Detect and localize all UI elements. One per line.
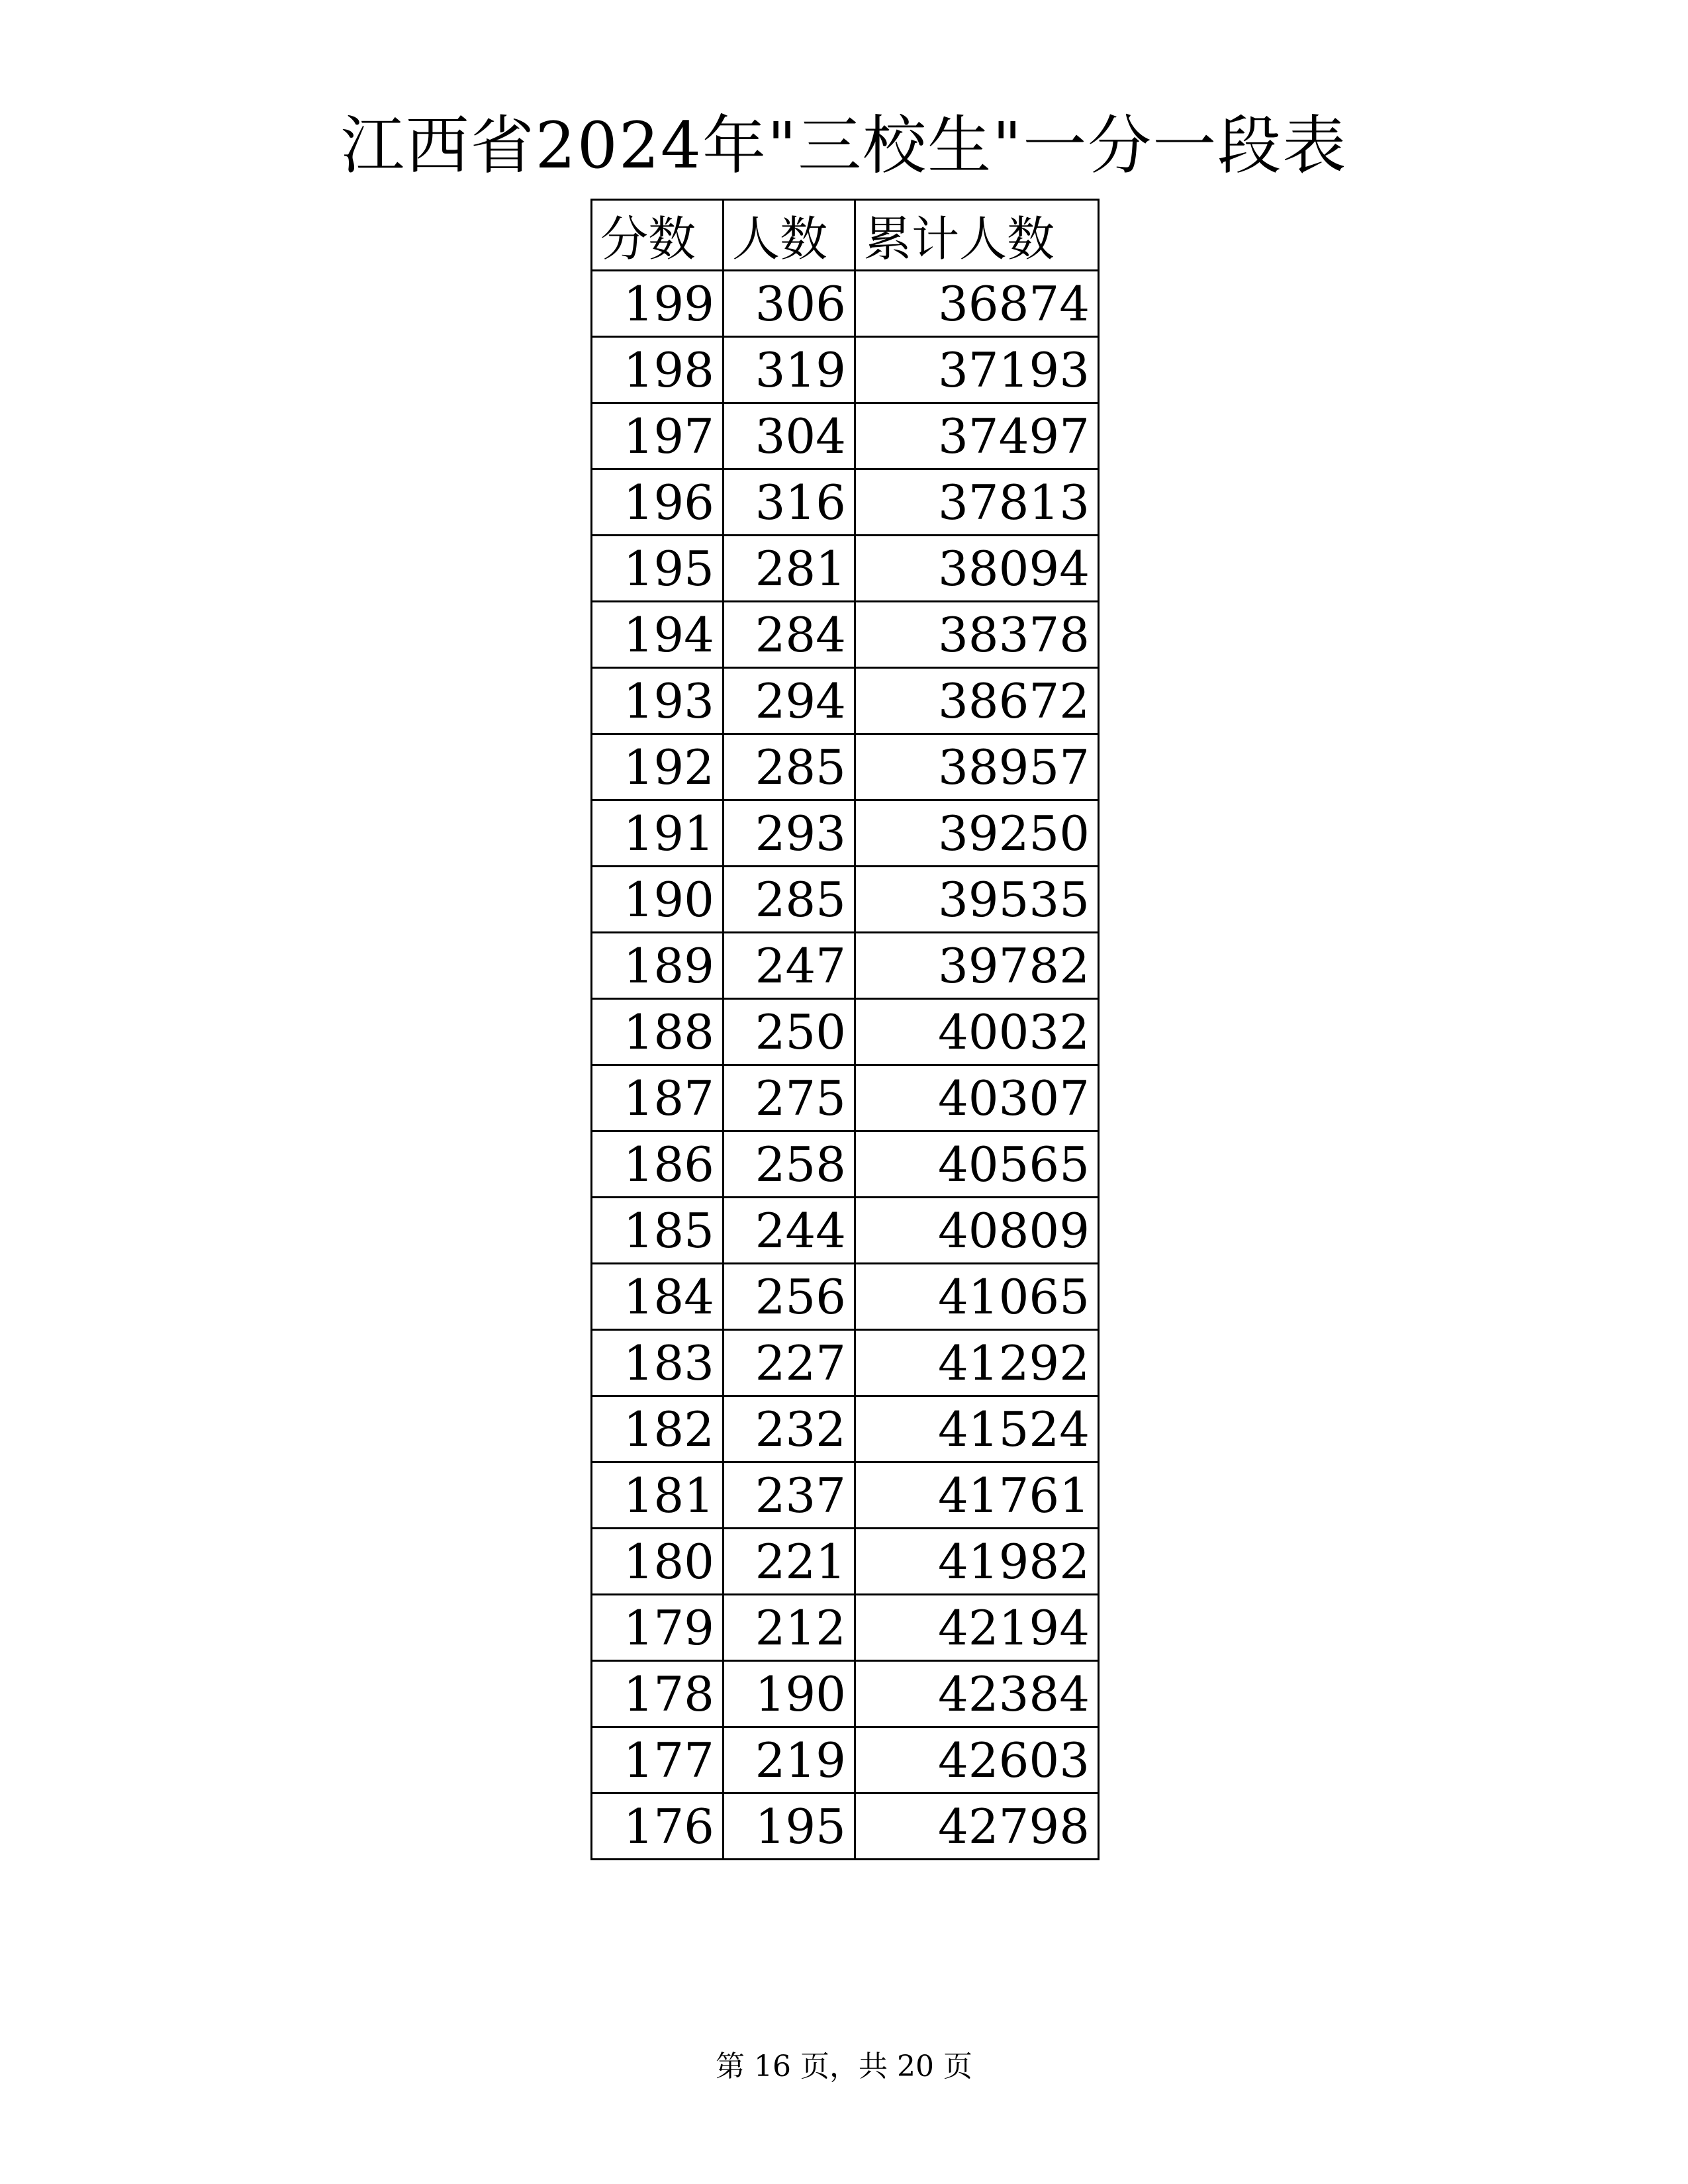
cell-score: 191 [592, 800, 724, 867]
cell-score: 179 [592, 1595, 724, 1661]
header-count: 人数 [724, 200, 855, 271]
cell-score: 176 [592, 1793, 724, 1860]
cell-cumulative: 40307 [855, 1065, 1099, 1131]
cell-count: 319 [724, 337, 855, 403]
cell-cumulative: 38378 [855, 602, 1099, 668]
cell-cumulative: 42603 [855, 1727, 1099, 1793]
cell-count: 284 [724, 602, 855, 668]
page-number: 第 16 页，共 20 页 [716, 2050, 972, 2083]
cell-score: 180 [592, 1529, 724, 1595]
cell-count: 316 [724, 469, 855, 536]
cell-cumulative: 40809 [855, 1198, 1099, 1264]
header-score: 分数 [592, 200, 724, 271]
table-row [592, 271, 1099, 337]
cell-cumulative: 39535 [855, 867, 1099, 933]
cell-cumulative: 39782 [855, 933, 1099, 999]
table-row [592, 1529, 1099, 1595]
table-row [592, 999, 1099, 1065]
table-row [592, 867, 1099, 933]
table-row [592, 536, 1099, 602]
cell-count: 212 [724, 1595, 855, 1661]
cell-count: 281 [724, 536, 855, 602]
table-row [592, 668, 1099, 734]
table-row [592, 1661, 1099, 1727]
cell-score: 184 [592, 1264, 724, 1330]
cell-count: 250 [724, 999, 855, 1065]
table-row [592, 1065, 1099, 1131]
cell-count: 221 [724, 1529, 855, 1595]
cell-count: 294 [724, 668, 855, 734]
cell-cumulative: 38094 [855, 536, 1099, 602]
cell-score: 189 [592, 933, 724, 999]
cell-score: 181 [592, 1462, 724, 1529]
table-row [592, 1727, 1099, 1793]
table-row [592, 1793, 1099, 1860]
cell-score: 193 [592, 668, 724, 734]
cell-count: 275 [724, 1065, 855, 1131]
cell-score: 177 [592, 1727, 724, 1793]
cell-count: 256 [724, 1264, 855, 1330]
cell-cumulative: 39250 [855, 800, 1099, 867]
cell-score: 192 [592, 734, 724, 800]
cell-count: 190 [724, 1661, 855, 1727]
cell-count: 247 [724, 933, 855, 999]
cell-score: 198 [592, 337, 724, 403]
cell-cumulative: 41524 [855, 1396, 1099, 1462]
cell-count: 258 [724, 1131, 855, 1198]
table-row [592, 800, 1099, 867]
cell-count: 227 [724, 1330, 855, 1396]
cell-score: 187 [592, 1065, 724, 1131]
cell-score: 178 [592, 1661, 724, 1727]
cell-count: 232 [724, 1396, 855, 1462]
cell-count: 219 [724, 1727, 855, 1793]
cell-score: 197 [592, 403, 724, 469]
cell-count: 285 [724, 867, 855, 933]
cell-score: 183 [592, 1330, 724, 1396]
header-cumulative: 累计人数 [855, 200, 1099, 271]
cell-cumulative: 37193 [855, 337, 1099, 403]
cell-score: 196 [592, 469, 724, 536]
table-header-row [592, 200, 1099, 271]
table-row [592, 734, 1099, 800]
table-row [592, 1198, 1099, 1264]
cell-cumulative: 42798 [855, 1793, 1099, 1860]
cell-score: 199 [592, 271, 724, 337]
cell-count: 304 [724, 403, 855, 469]
page-title: 江西省2024年"三校生"一分一段表 [340, 109, 1348, 183]
cell-cumulative: 36874 [855, 271, 1099, 337]
cell-cumulative: 42384 [855, 1661, 1099, 1727]
cell-count: 285 [724, 734, 855, 800]
table-row [592, 337, 1099, 403]
cell-cumulative: 37813 [855, 469, 1099, 536]
cell-cumulative: 41982 [855, 1529, 1099, 1595]
table-row [592, 602, 1099, 668]
cell-count: 195 [724, 1793, 855, 1860]
cell-cumulative: 41292 [855, 1330, 1099, 1396]
cell-cumulative: 37497 [855, 403, 1099, 469]
cell-score: 182 [592, 1396, 724, 1462]
table-row [592, 933, 1099, 999]
cell-cumulative: 40565 [855, 1131, 1099, 1198]
cell-cumulative: 38957 [855, 734, 1099, 800]
cell-cumulative: 42194 [855, 1595, 1099, 1661]
cell-cumulative: 38672 [855, 668, 1099, 734]
table-row [592, 1595, 1099, 1661]
table-row [592, 1462, 1099, 1529]
cell-score: 188 [592, 999, 724, 1065]
cell-cumulative: 41761 [855, 1462, 1099, 1529]
cell-cumulative: 41065 [855, 1264, 1099, 1330]
table-row [592, 1131, 1099, 1198]
cell-score: 195 [592, 536, 724, 602]
table-row [592, 469, 1099, 536]
score-distribution-table [590, 199, 1100, 1860]
table-body [592, 271, 1099, 1860]
cell-count: 244 [724, 1198, 855, 1264]
cell-count: 237 [724, 1462, 855, 1529]
cell-score: 194 [592, 602, 724, 668]
cell-count: 306 [724, 271, 855, 337]
table-row [592, 1396, 1099, 1462]
cell-score: 185 [592, 1198, 724, 1264]
cell-count: 293 [724, 800, 855, 867]
cell-score: 186 [592, 1131, 724, 1198]
cell-cumulative: 40032 [855, 999, 1099, 1065]
cell-score: 190 [592, 867, 724, 933]
table-row [592, 403, 1099, 469]
table-row [592, 1264, 1099, 1330]
table-row [592, 1330, 1099, 1396]
